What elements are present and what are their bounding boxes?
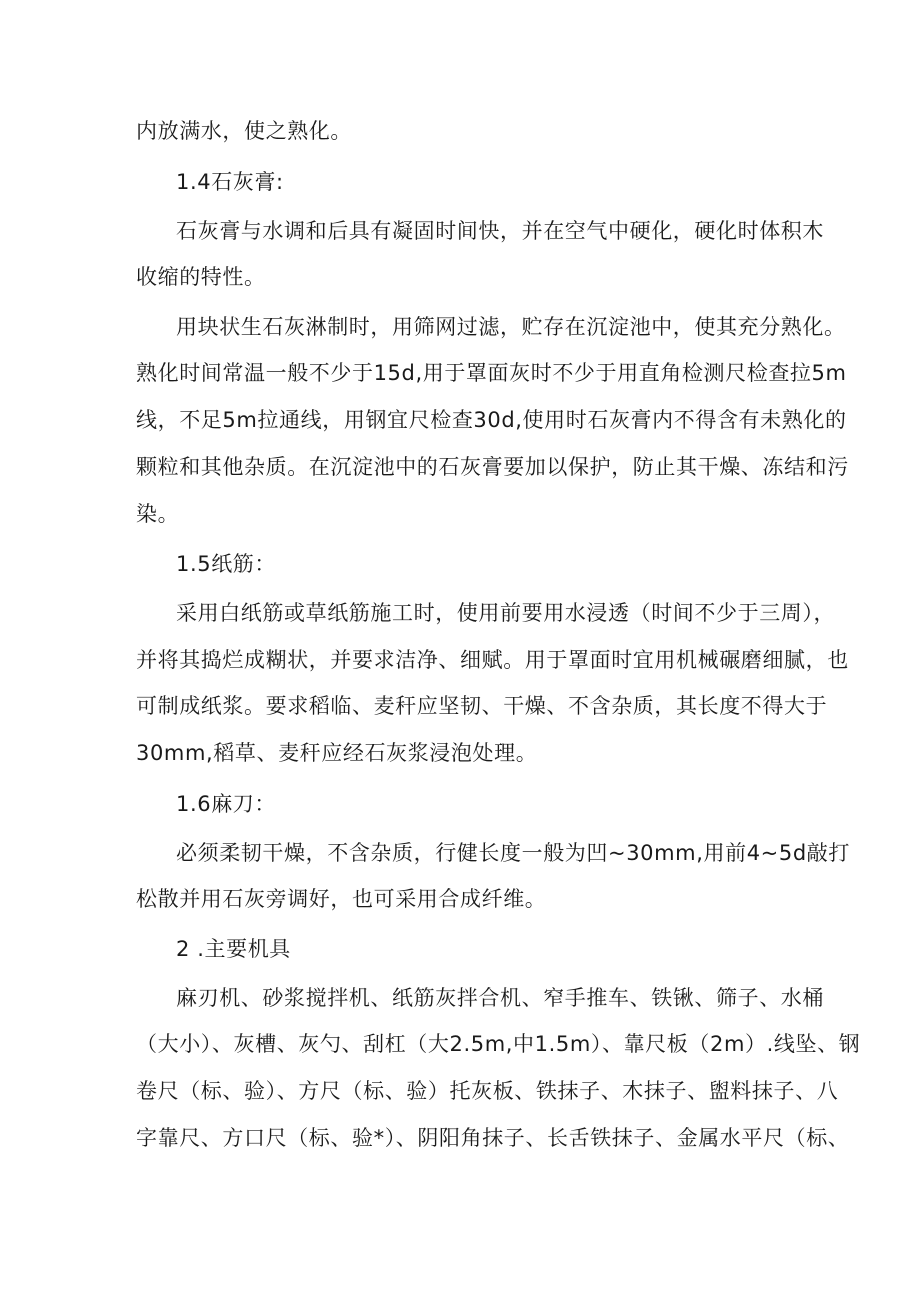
text-line: 字靠尺、方口尺（标、验*）、阴阳角抹子、长舌铁抹子、金属水平尺（标、 <box>136 1126 850 1150</box>
text-line: 用块状生石灰淋制时，用筛网过滤，贮存在沉淀池中，使其充分熟化。 <box>176 315 846 339</box>
text-line: 并将其捣烂成糊状，并要求洁净、细赋。用于罩面时宜用机械碾磨细腻，也 <box>136 648 849 672</box>
text-line: 收缩的特性。 <box>136 265 266 289</box>
section-heading: 1.5纸筋： <box>176 552 276 576</box>
text-line: 必须柔韧干燥，不含杂质，行健长度一般为凹~30mm,用前4~5d敲打 <box>176 841 850 865</box>
section-heading: 1.6麻刀： <box>176 792 276 816</box>
section-heading: 1.4石灰膏: <box>176 170 284 194</box>
text-line: 石灰膏与水调和后具有凝固时间快，并在空气中硬化，硬化时体积木 <box>176 219 824 243</box>
text-line: 颗粒和其他杂质。在沉淀池中的石灰膏要加以保护，防止其干燥、冻结和污 <box>136 455 849 479</box>
text-line: 内放满水，使之熟化。 <box>136 119 352 143</box>
text-line: 30mm,稻草、麦秆应经石灰浆浸泡处理。 <box>136 741 538 765</box>
text-line: 采用白纸筋或草纸筋施工时，使用前要用水浸透（时间不少于三周）， <box>176 601 836 625</box>
section-heading: 2 .主要机具 <box>176 937 291 961</box>
text-line: 可制成纸浆。要求稻临、麦秆应坚韧、干燥、不含杂质，其长度不得大于 <box>136 694 828 718</box>
text-line: 熟化时间常温一般不少于15d,用于罩面灰时不少于用直角检测尺检查拉5m <box>136 361 847 385</box>
text-line: 染。 <box>136 502 180 526</box>
text-line: 麻刃机、砂浆搅拌机、纸筋灰拌合机、窄手推车、铁锹、筛子、水桶 <box>176 986 824 1010</box>
text-line: 松散并用石灰旁调好，也可采用合成纤维。 <box>136 887 547 911</box>
text-line: 卷尺（标、验）、方尺（标、验）托灰板、铁抹子、木抹子、盥料抹子、八 <box>136 1079 839 1103</box>
text-line: 线，不足5m拉通线，用钢宜尺检查30d,使用时石灰膏内不得含有未熟化的 <box>136 408 847 432</box>
text-line: （大小）、灰槽、灰勺、刮杠（大2.5m,中1.5m）、靠尺板（2m）.线坠、钢 <box>136 1032 861 1056</box>
